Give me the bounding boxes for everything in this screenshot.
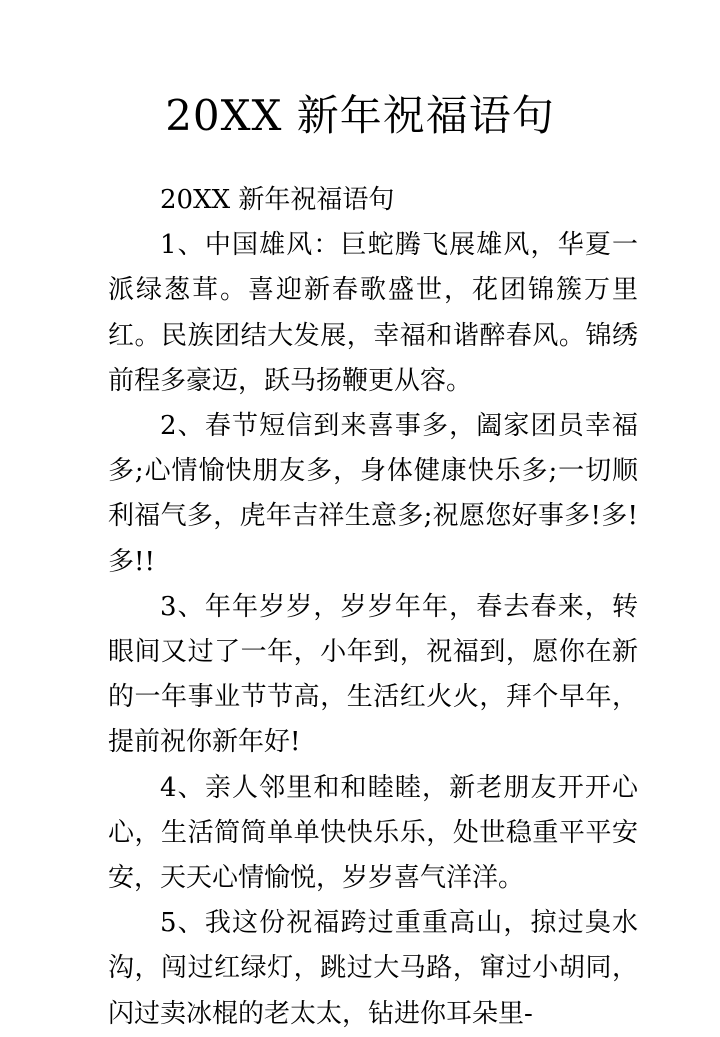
paragraph-3: 3、年年岁岁，岁岁年年，春去春来，转眼间又过了一年，小年到，祝福到，愿你在新的一年事业节节高，生活红火火，拜个早年，提前祝你新年好! [108, 591, 638, 758]
paragraph-1: 1、中国雄风：巨蛇腾飞展雄风，华夏一派绿葱茸。喜迎新春歌盛世，花团锦簇万里红。民族团结大发展，幸福和谐醉春风。锦绣前程多豪迈，跃马扬鞭更从容。 [108, 230, 638, 396]
document-body [108, 178, 638, 1037]
paragraph-5: 5、我这份祝福跨过重重高山，掠过臭水沟，闯过红绿灯，跳过大马路，窜过小胡同，闪过卖冰棍的老太太，钻进你耳朵里- [108, 908, 638, 1029]
document-subtitle: 20XX 新年祝福语句 [160, 185, 395, 215]
document-title: 20XX 新年祝福语句 [165, 91, 555, 140]
paragraph-4: 4、亲人邻里和和睦睦，新老朋友开开心心，生活简简单单快快乐乐，处世稳重平平安安，天天心情愉悦，岁岁喜气洋洋。 [108, 772, 638, 894]
paragraph-2: 2、春节短信到来喜事多，阖家团员幸福多;心情愉快朋友多，身体健康快乐多;一切顺利福气多，虎年吉祥生意多;祝愿您好事多!多!多!! [108, 411, 638, 577]
